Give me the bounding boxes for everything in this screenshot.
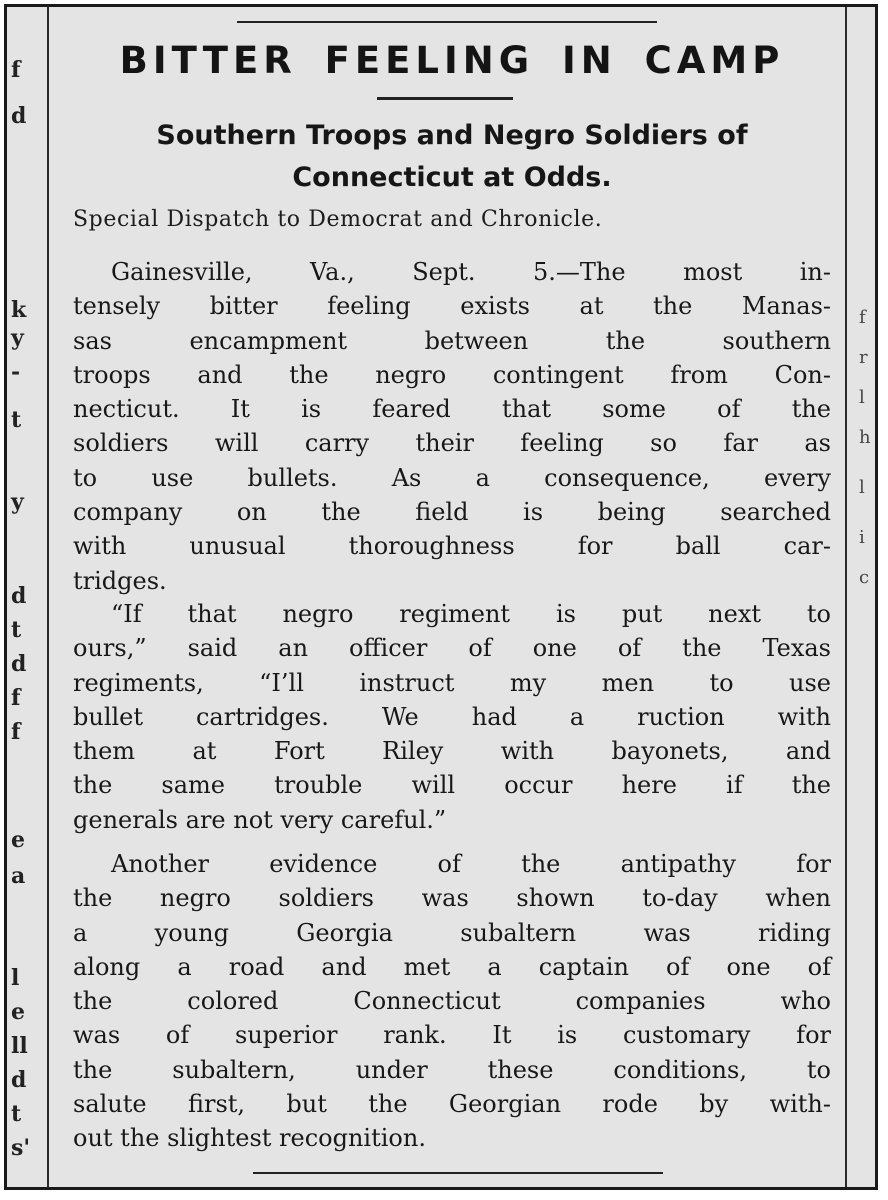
fragment-text: h (859, 427, 871, 448)
article-line: soldiers will carry their feeling so far as (73, 429, 831, 458)
paragraph-3 (73, 847, 831, 1156)
article-line: Another evidence of the antipathy for (111, 850, 831, 878)
fragment-text: s' (11, 1135, 31, 1161)
fragment-text: e (11, 999, 25, 1025)
article-line: troops and the negro contingent from Con- (73, 360, 831, 389)
fragment-text: f (11, 685, 21, 711)
fragment-text: f (11, 719, 21, 745)
article-line: a young Georgia subaltern was riding (73, 918, 831, 947)
fragment-text: t (11, 617, 22, 643)
bottom-divider (253, 1172, 663, 1174)
headline: BITTER FEELING IN CAMP (119, 39, 785, 82)
newspaper-clipping (4, 4, 878, 1190)
fragment-text: k (11, 297, 27, 323)
subheadline (65, 115, 839, 199)
article-line: generals are not very careful.” (73, 805, 447, 834)
headline-divider (377, 97, 513, 100)
fragment-text: f (859, 307, 866, 328)
article-line: the colored Connecticut companies who (73, 987, 831, 1016)
fragment-text: l (859, 477, 865, 498)
fragment-text: d (11, 583, 27, 609)
article-line: them at Fort Riley with bayonets, and (73, 737, 831, 766)
article-line: with unusual thoroughness for ball car- (73, 532, 831, 561)
article-line: salute first, but the Georgian rode by with- (73, 1090, 831, 1119)
fragment-text: t (11, 407, 22, 433)
article-line: along a road and met a captain of one of (73, 952, 831, 981)
article-line: ours,” said an officer of one of the Texas (73, 634, 831, 663)
article-line: the negro soldiers was shown to-day when (73, 884, 831, 913)
fragment-text: a (11, 863, 26, 889)
top-divider (237, 21, 657, 23)
article-line: company on the field is being searched (73, 498, 831, 527)
fragment-text: f (11, 57, 21, 83)
fragment-text: d (11, 1067, 27, 1093)
dispatch-credit: Special Dispatch to Democrat and Chronicle. (73, 207, 603, 232)
paragraph-2 (73, 597, 831, 837)
fragment-text: c (859, 567, 870, 588)
fragment-text: - (11, 359, 21, 385)
fragment-text: e (11, 827, 25, 853)
fragment-text: d (11, 651, 27, 677)
article-line: the same trouble will occur here if the (73, 771, 831, 800)
subheadline-line: Southern Troops and Negro Soldiers of (156, 120, 748, 151)
paragraph-1 (73, 255, 831, 598)
article-line: was of superior rank. It is customary for (73, 1021, 831, 1050)
article-line: to use bullets. As a consequence, every (73, 463, 831, 492)
subheadline-line: Connecticut at Odds. (292, 162, 612, 193)
fragment-text: d (11, 103, 27, 129)
fragment-text: i (859, 527, 865, 548)
right-column-rule (845, 7, 847, 1187)
article-line: Gainesville, Va., Sept. 5.—The most in- (111, 258, 831, 286)
fragment-text: l (859, 387, 865, 408)
fragment-text: l (11, 965, 20, 991)
article-line: sas encampment between the southern (73, 326, 831, 355)
fragment-text: t (11, 1101, 22, 1127)
article-line: the subaltern, under these conditions, to (73, 1055, 831, 1084)
fragment-text: y (11, 325, 24, 351)
article-line: bullet cartridges. We had a ruction with (73, 702, 831, 731)
fragment-text: y (11, 489, 24, 515)
article-line: necticut. It is feared that some of the (73, 395, 831, 424)
article-line: out the slightest recognition. (73, 1124, 426, 1153)
article-line: tensely bitter feeling exists at the Manas- (73, 292, 831, 321)
article-line: “If that negro regiment is put next to (111, 600, 831, 628)
fragment-text: r (859, 347, 868, 368)
left-column-rule (47, 7, 49, 1187)
article-line: regiments, “I’ll instruct my men to use (73, 668, 831, 697)
article-line: tridges. (73, 566, 167, 595)
fragment-text: ll (11, 1033, 28, 1059)
